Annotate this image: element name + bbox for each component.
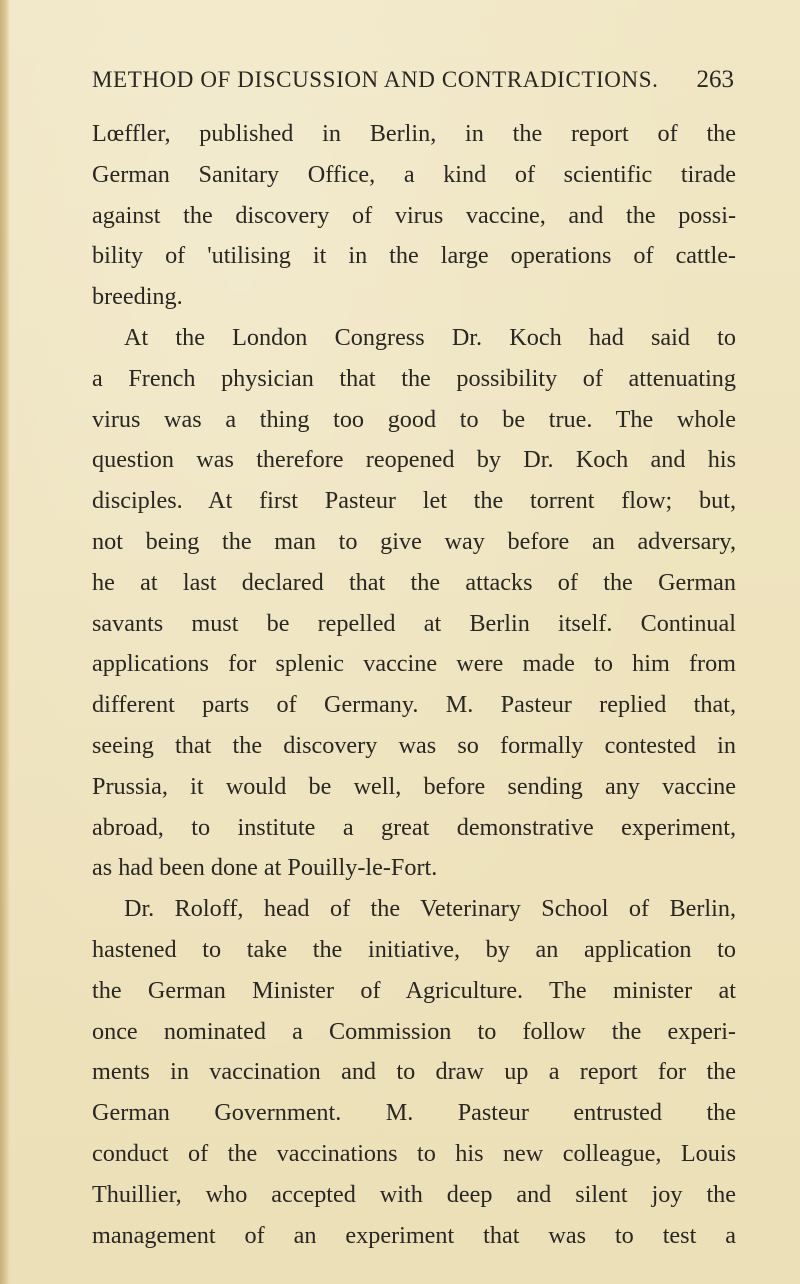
text-line: management of an experiment that was to test a [92, 1221, 736, 1249]
text-line-content: Dr. Roloff, head of the Veterinary School of Berlin, [124, 895, 736, 923]
text-line: seeing that the discovery was so formally contested in [92, 731, 736, 759]
text-line: disciples. At first Pasteur let the torrent flow; but, [92, 487, 736, 515]
text-line-paragraph-start [92, 318, 736, 359]
text-line: a French physician that the possibility of attenuating [92, 364, 736, 392]
text-line-content: At the London Congress Dr. Koch had said to [124, 323, 736, 351]
page-number: 263 [696, 66, 734, 93]
text-line: German Government. M. Pasteur entrusted the [92, 1099, 736, 1127]
text-line: virus was a thing too good to be true. The whole [92, 405, 736, 433]
text-line-paragraph-end: breeding. [92, 283, 183, 311]
text-line: conduct of the vaccinations to his new colleague, Louis [92, 1139, 736, 1167]
running-head [92, 62, 734, 98]
body-text [92, 114, 736, 1256]
text-line: hastened to take the initiative, by an application to [92, 935, 736, 963]
text-line: Prussia, it would be well, before sending any vaccine [92, 772, 736, 800]
text-line: against the discovery of virus vaccine, and the possi- [92, 201, 736, 229]
text-line: he at last declared that the attacks of the German [92, 568, 736, 596]
text-line-paragraph-start [92, 889, 736, 930]
text-line: different parts of Germany. M. Pasteur replied that, [92, 691, 736, 719]
page-binding-edge [0, 0, 10, 1284]
text-line: Lœffler, published in Berlin, in the report of the [92, 120, 736, 147]
text-line: ments in vaccination and to draw up a report for the [92, 1058, 736, 1086]
text-line: abroad, to institute a great demonstrative experiment, [92, 813, 736, 841]
text-line-paragraph-end: as had been done at Pouilly-le-Fort. [92, 854, 438, 882]
text-line: savants must be repelled at Berlin itself. Continual [92, 609, 736, 637]
text-line: not being the man to give way before an adversary, [92, 527, 736, 555]
text-line: once nominated a Commission to follow the experi- [92, 1017, 736, 1045]
text-line: the German Minister of Agriculture. The minister at [92, 976, 736, 1004]
text-line: question was therefore reopened by Dr. Koch and his [92, 446, 736, 474]
text-line: Thuillier, who accepted with deep and silent joy the [92, 1180, 736, 1208]
text-line: German Sanitary Office, a kind of scientific tirade [92, 160, 736, 188]
text-line: bility of 'utilising it in the large operations of cattle- [92, 242, 736, 270]
text-line: applications for splenic vaccine were made to him from [92, 650, 736, 678]
running-head-title: METHOD OF DISCUSSION AND CONTRADICTIONS. [92, 67, 659, 92]
